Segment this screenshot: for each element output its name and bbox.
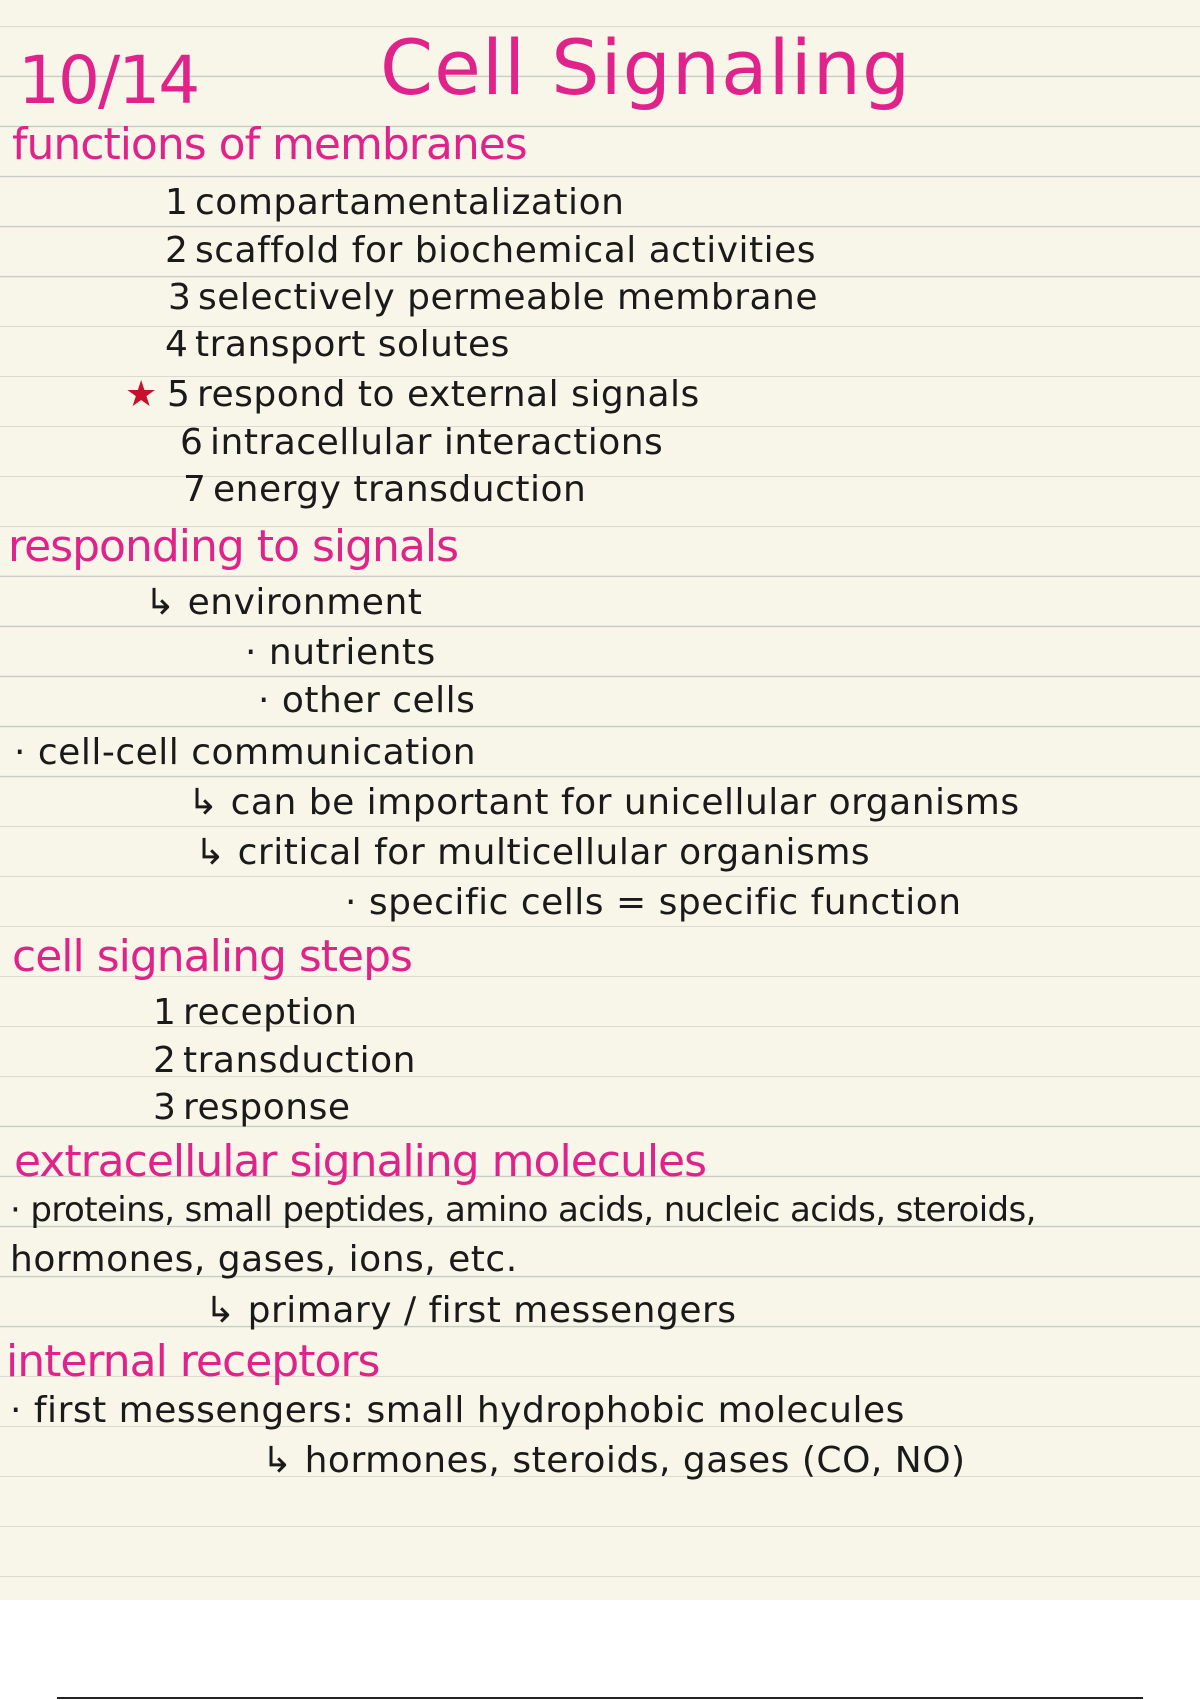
bottom-divider [57,1697,1143,1699]
list-item: ★ 5 respond to external signals [125,374,700,415]
list-item: 2 transduction [153,1040,416,1081]
section-heading-functions: functions of membranes [12,119,527,170]
list-item: 1 compartamentalization [165,182,625,223]
list-item: 3 selectively permeable membrane [168,277,819,318]
list-item: 6 intracellular interactions [180,422,664,463]
list-item: 2 scaffold for biochemical activities [165,230,817,271]
list-item: 4 transport solutes [165,324,510,365]
note-line: · specific cells = specific function [345,882,962,923]
note-line: · nutrients [245,632,436,673]
note-line: ↳ can be important for unicellular organisms [188,782,1020,823]
note-line: hormones, gases, ions, etc. [10,1239,518,1280]
list-item: 1 reception [153,992,358,1033]
list-item: 3 response [153,1087,351,1128]
note-line: ↳ environment [145,582,423,623]
note-line: · proteins, small peptides, amino acids, nucleic acids, steroids, [10,1190,1036,1230]
section-heading-responding: responding to signals [8,521,459,572]
note-title: Cell Signaling [380,23,912,112]
star-icon: ★ [125,374,158,415]
note-line: ↳ hormones, steroids, gases (CO, NO) [262,1440,966,1481]
note-line: ↳ primary / first messengers [205,1290,737,1331]
section-heading-extracellular: extracellular signaling molecules [14,1136,707,1187]
note-line: · other cells [258,680,476,721]
list-item: 7 energy transduction [183,469,587,510]
note-date: 10/14 [18,42,199,119]
note-line: · first messengers: small hydrophobic molecules [10,1390,905,1431]
section-heading-internal: internal receptors [6,1336,380,1387]
note-line: · cell-cell communication [14,732,477,773]
section-heading-steps: cell signaling steps [12,931,412,982]
note-line: ↳ critical for multicellular organisms [195,832,871,873]
